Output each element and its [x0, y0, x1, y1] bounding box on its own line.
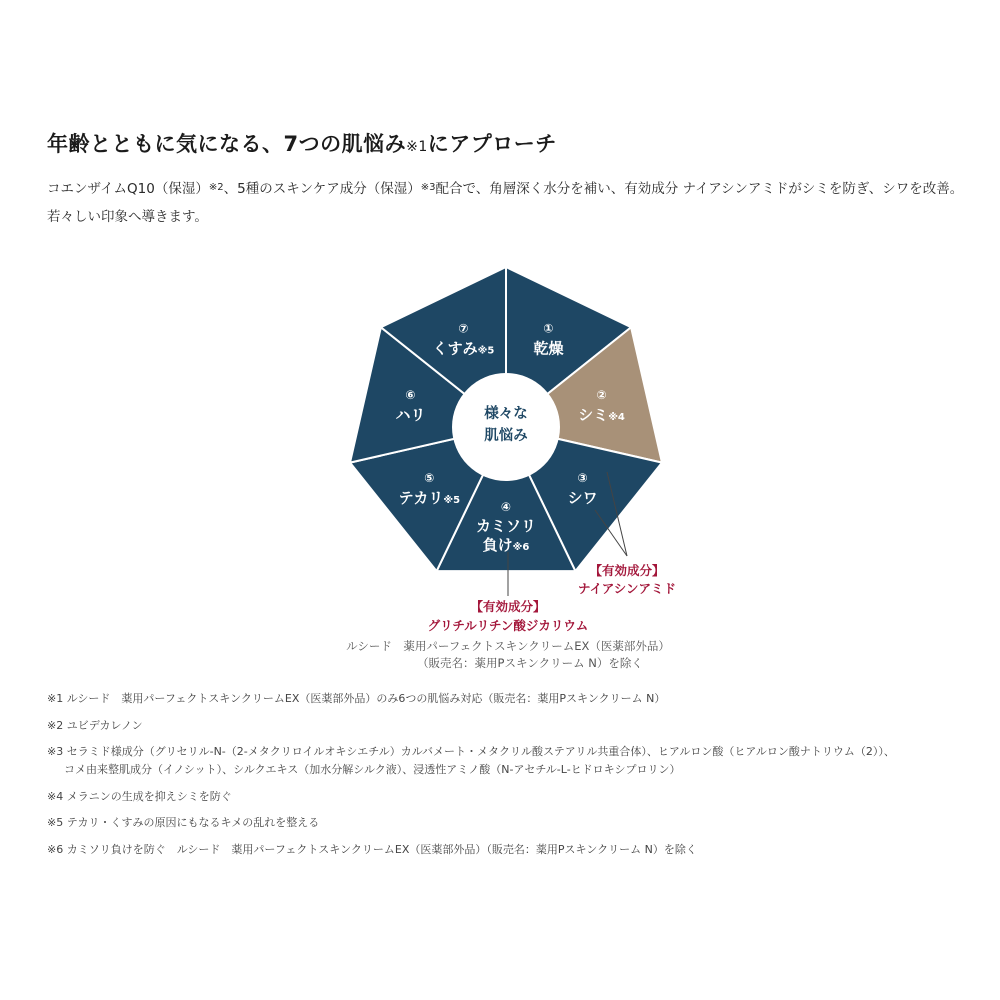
segment-4-label-2: 負け※6: [482, 536, 530, 554]
segment-3-number: ③: [577, 471, 588, 486]
segment-4-note: ※6: [512, 542, 530, 553]
headline-tail: にアプローチ: [427, 132, 557, 156]
intro-note-1: ※2: [208, 182, 224, 193]
callout-bottom-title: 【有効成分】: [470, 599, 546, 614]
segment-2-label: シミ※4: [578, 406, 625, 425]
callout-bottom-name: グリチルリチン酸ジカリウム: [427, 618, 589, 633]
footnote-3-text: ※3 セラミド様成分（グリセリル-N-（2-メタクリロイルオキシエチル）カルバメート・メタクリル酸ステアリル共重合体）、ヒアルロン酸（ヒアルロン酸ナトリウム（2））、: [47, 745, 895, 758]
segment-6-label: ハリ: [395, 406, 426, 425]
segment-2-number: ②: [596, 388, 607, 403]
segment-5-note: ※5: [443, 495, 461, 507]
segment-1-label: 乾燥: [533, 339, 564, 358]
center-line-1: 様々な: [484, 406, 528, 422]
intro-part-2: 、5種のスキンケア成分（保湿）: [223, 181, 421, 197]
footnote-3: [47, 743, 977, 779]
footnote-4-text: ※4 メラニンの生成を抑えシミを防ぐ: [47, 789, 232, 803]
footnote-3-continuation: コメ由来整肌成分（イノシット）、シルクエキス（加水分解シルク液）、浸透性アミノ酸（N-アセチル-L-ヒドロキシプロリン）: [64, 763, 681, 776]
segment-4-label: カミソリ: [475, 517, 537, 535]
headline-note: ※1: [406, 139, 428, 155]
intro-part-3: 配合で、角層深く水分を補い、有効成分 ナイアシンアミドがシミを防ぎ、シワを改善。若々しい印象へ導きます。: [47, 181, 964, 225]
segment-7-note: ※5: [477, 345, 495, 357]
footnotes: [47, 690, 977, 867]
center-circle: [452, 373, 560, 481]
footnote-5: [47, 814, 977, 832]
center-line-2: 肌悩み: [484, 428, 528, 444]
callout-right-name: ナイアシンアミド: [578, 581, 676, 596]
segment-1-number: ①: [543, 321, 554, 336]
segment-7-label: くすみ※5: [432, 339, 495, 358]
segment-5-number: ⑤: [424, 471, 435, 486]
footnote-4: [47, 788, 977, 806]
intro-part-1: コエンザイムQ10（保湿）: [47, 181, 209, 197]
headline-text: 年齢とともに気になる、7つの肌悩み: [47, 132, 407, 156]
intro-note-2: ※3: [420, 182, 436, 193]
footnote-1-text: ※1 ルシード 薬用パーフェクトスキンクリームEX（医薬部外品）のみ6つの肌悩み対応（販売名：薬用Pスキンクリーム N）: [47, 692, 666, 705]
footnote-2: [47, 717, 977, 735]
segment-3-label: シワ: [567, 489, 598, 508]
segment-6-number: ⑥: [405, 388, 416, 403]
segment-7-number: ⑦: [458, 321, 469, 336]
callout-bottom-sub-1: ルシード 薬用パーフェクトスキンクリームEX（医薬部外品）: [346, 639, 670, 653]
footnote-5-text: ※5 テカリ・くすみの原因にもなるキメの乱れを整える: [47, 816, 320, 829]
footnote-2-text: ※2 ユビデカレノン: [47, 718, 143, 732]
segment-4-number: ④: [500, 500, 512, 514]
segment-2-note: ※4: [608, 412, 625, 424]
callout-right-title: 【有効成分】: [589, 563, 665, 578]
footnote-6: [47, 841, 977, 859]
callout-bottom-sub-2: （販売名：薬用Pスキンクリーム N）を除く: [417, 656, 643, 670]
segment-5-label: テカリ※5: [398, 489, 461, 508]
footnote-6-text: ※6 カミソリ負けを防ぐ ルシード 薬用パーフェクトスキンクリームEX（医薬部外品）（販売名：薬用Pスキンクリーム N）を除く: [47, 842, 697, 856]
footnote-1: [47, 690, 977, 708]
